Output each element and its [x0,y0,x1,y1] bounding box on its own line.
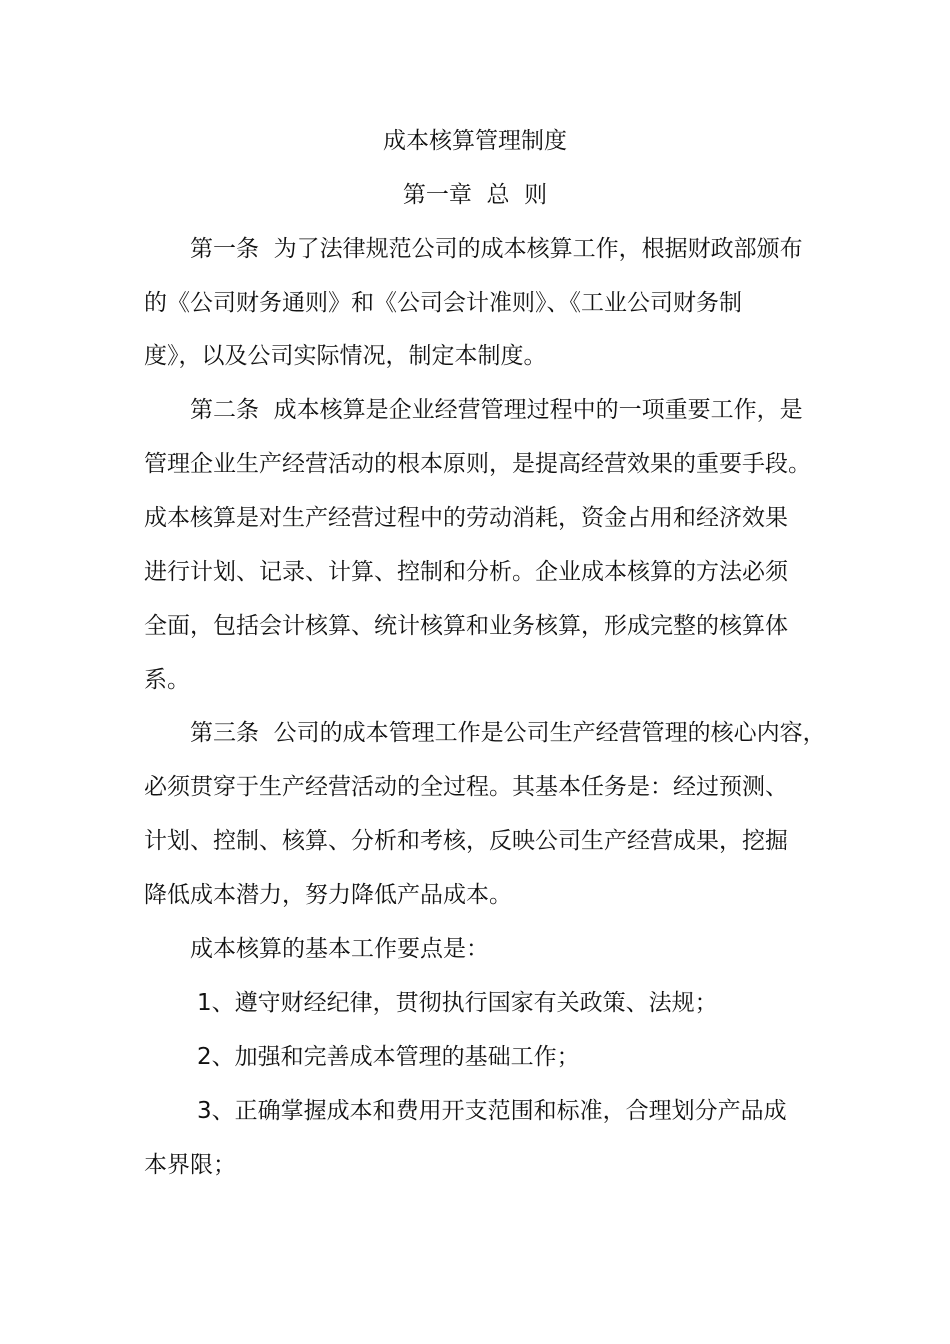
article-3-line-3: 计划、控制、核算、分析和考核，反映公司生产经营成果，挖掘 [144,828,788,854]
chapter-heading: 第一章 总 则 [402,182,548,208]
article-3-line-4: 降低成本潜力，努力降低产品成本。 [144,882,512,908]
article-2-line-5: 全面，包括会计核算、统计核算和业务核算，形成完整的核算体 [144,613,788,639]
article-3-line-2: 必须贯穿于生产经营活动的全过程。其基本任务是：经过预测、 [144,774,788,800]
article-2-line-6: 系。 [144,667,190,693]
article-2-line-4: 进行计划、记录、计算、控制和分析。企业成本核算的方法必须 [144,559,788,585]
points-intro: 成本核算的基本工作要点是： [190,936,489,962]
point-3-line-1: 3、正确掌握成本和费用开支范围和标准，合理划分产品成 [197,1098,787,1124]
article-2-line-1: 第二条 成本核算是企业经营管理过程中的一项重要工作，是 [190,397,803,423]
article-1-line-1: 第一条 为了法律规范公司的成本核算工作，根据财政部颁布 [190,236,803,262]
point-1: 1、遵守财经纪律，贯彻执行国家有关政策、法规； [197,990,718,1016]
article-1-line-3: 度》，以及公司实际情况，制定本制度。 [144,343,547,369]
article-2-line-2: 管理企业生产经营活动的根本原则，是提高经营效果的重要手段。 [144,451,811,477]
point-2: 2、加强和完善成本管理的基础工作； [197,1044,580,1070]
document-title: 成本核算管理制度 [383,128,567,154]
point-3-line-2: 本界限； [144,1152,236,1178]
article-2-line-3: 成本核算是对生产经营过程中的劳动消耗，资金占用和经济效果 [144,505,788,531]
article-1-line-2: 的《公司财务通则》和《公司会计准则》、《工业公司财务制 [144,290,742,316]
article-3-line-1: 第三条 公司的成本管理工作是公司生产经营管理的核心内容， [190,720,826,746]
